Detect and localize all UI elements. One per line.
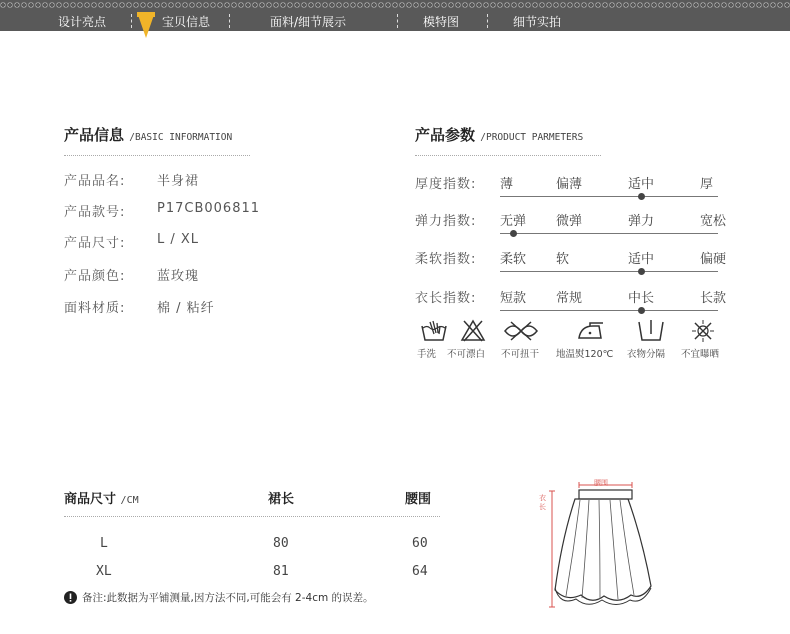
param-level-marker [638,268,645,275]
nav-item-detail[interactable]: 细节实拍 [513,15,562,29]
param-option: 厚 [700,177,714,192]
nav-item-info[interactable]: 宝贝信息 [162,15,211,29]
param-option: 偏硬 [700,252,727,267]
info-label: 产品颜色: [64,269,126,284]
nav-separator [397,14,398,28]
care-label: 衣物分隔 [627,349,666,360]
hand-wash-icon [420,318,448,344]
param-label: 厚度指数: [415,177,477,192]
size-table-title [64,488,139,507]
product-info-title: 产品信息 [64,126,125,144]
length-cell: 80 [273,536,289,551]
waist-cell: 64 [412,564,428,579]
nav-item-fabric[interactable]: 面料/细节展示 [270,15,347,29]
info-value: P17CB006811 [157,201,261,216]
care-symbols [415,318,735,366]
info-label: 产品尺寸: [64,236,126,251]
param-scale-line [500,233,718,234]
product-info-subtitle: /BASIC INFORMATION [129,132,233,143]
waist-label: 腰围 [594,479,608,487]
care-label: 不可扭干 [501,349,540,360]
care-label: 手洗 [417,349,437,360]
param-option: 宽松 [700,214,727,229]
size-cell: XL [96,564,112,579]
info-value: 半身裙 [157,174,200,189]
separate-wash-icon [636,318,666,344]
product-params-title: 产品参数 [415,126,476,144]
top-nav [0,0,790,31]
size-table-title-text: 商品尺寸 [64,492,117,507]
care-label: 不宜曝晒 [681,349,720,360]
waist-cell: 60 [412,536,428,551]
param-option: 软 [556,252,570,267]
param-option: 长款 [700,291,727,306]
product-params-heading [415,124,583,145]
param-scale-line [500,196,718,197]
size-table-unit: /CM [120,495,139,506]
column-header-waist: 腰围 [405,492,432,507]
iron-icon [575,320,607,342]
no-bleach-icon [460,318,486,344]
param-scale-line [500,310,718,311]
info-value: 蓝玫瑰 [157,269,200,284]
no-wring-icon [503,320,539,342]
param-option: 薄 [500,177,514,192]
param-level-marker [638,307,645,314]
nav-separator [131,14,132,28]
nav-separator [487,14,488,28]
product-params-subtitle: /PRODUCT PARMETERS [480,132,584,143]
param-label: 柔软指数: [415,252,477,267]
info-label: 产品款号: [64,205,126,220]
nav-active-arrow-icon [137,12,155,38]
param-option: 偏薄 [556,177,583,192]
param-option: 无弹 [500,214,527,229]
info-value: L / XL [157,232,200,247]
size-note-text: 备注:此数据为平铺测量,因方法不同,可能会有 2-4cm 的误差。 [82,592,374,604]
nav-item-design[interactable]: 设计亮点 [58,15,107,29]
divider [64,516,440,517]
param-level-marker [510,230,517,237]
divider [64,155,250,156]
size-cell: L [100,536,108,551]
param-option: 弹力 [628,214,655,229]
care-label: 地温熨120℃ [556,349,614,360]
param-label: 衣长指数: [415,291,477,306]
param-option: 微弹 [556,214,583,229]
length-cell: 81 [273,564,289,579]
param-option: 适中 [628,177,655,192]
length-label: 衣长 [539,494,546,511]
param-option: 中长 [628,291,655,306]
info-label: 产品品名: [64,174,126,189]
divider [415,155,601,156]
skirt-illustration [530,478,652,610]
nav-separator [229,14,230,28]
care-label: 不可漂白 [447,349,486,360]
param-option: 常规 [556,291,583,306]
param-label: 弹力指数: [415,214,477,229]
param-option: 短款 [500,291,527,306]
param-scale-line [500,271,718,272]
skirt-measure-diagram [530,478,652,610]
param-option: 适中 [628,252,655,267]
param-level-marker [638,193,645,200]
nav-item-model[interactable]: 模特图 [423,15,460,29]
info-value: 棉 / 粘纤 [157,301,215,316]
info-label: 面料材质: [64,301,126,316]
column-header-length: 裙长 [268,492,295,507]
no-sun-icon [691,319,715,343]
param-option: 柔软 [500,252,527,267]
warning-icon [64,591,77,604]
product-info-heading [64,124,232,145]
nav-chain-decoration [0,2,790,8]
